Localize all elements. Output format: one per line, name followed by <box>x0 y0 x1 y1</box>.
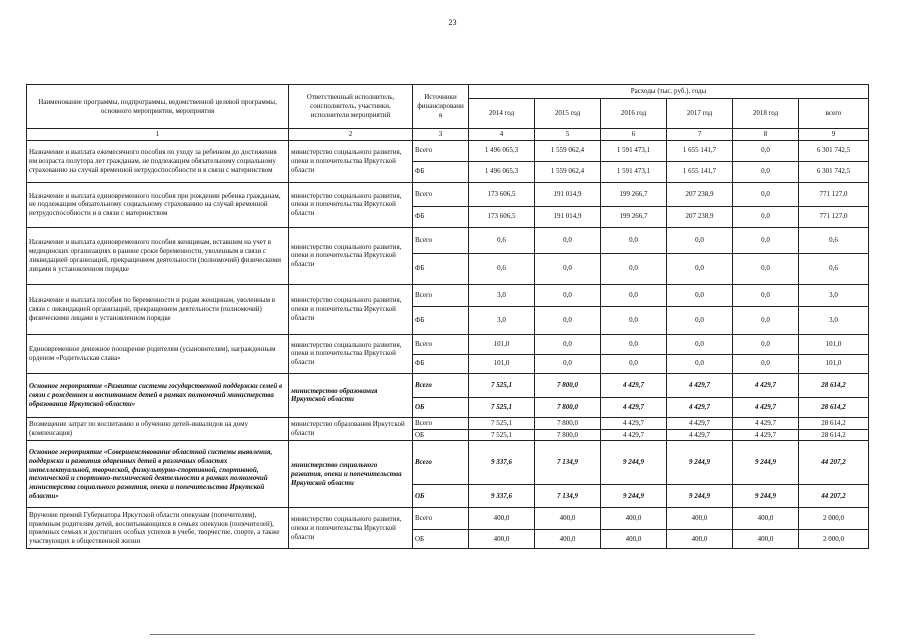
year-value: 0,0 <box>601 227 667 253</box>
activity-name: Основное мероприятие «Совершенствование областной системы выявления, поддержки и развития одаренных детей в различных областях интеллектуальной, творческой, физкультурно-спортивной, спортивной, технической и спортивно-технической деятельности в рамках полномочий министерства социального развития, опеки и попечительства Иркутской области» <box>27 441 289 508</box>
funding-source: Всего <box>413 373 469 397</box>
column-number: 2 <box>289 129 413 141</box>
column-number: 5 <box>535 129 601 141</box>
year-value: 173 606,5 <box>469 182 535 206</box>
year-value: 1 496 065,3 <box>469 140 535 161</box>
year-value: 9 244,9 <box>601 441 667 485</box>
activity-name: Основное мероприятие «Развитие системы государственной поддержки семей в связи с рождением и воспитанием детей в рамках полномочий министерства образования Иркутской области» <box>27 373 289 417</box>
year-value: 0,0 <box>535 354 601 373</box>
year-value: 3,0 <box>469 306 535 334</box>
year-value: 4 429,7 <box>733 397 799 417</box>
responsible-executor: министерство социального развития, опеки и попечительства Иркутской области <box>289 508 413 549</box>
column-number: 9 <box>799 129 869 141</box>
year-value: 9 337,6 <box>469 441 535 485</box>
funding-source: ОБ <box>413 397 469 417</box>
column-number: 1 <box>27 129 289 141</box>
year-value: 0,0 <box>535 227 601 253</box>
year-value: 7 800,0 <box>535 397 601 417</box>
table-row <box>27 227 869 253</box>
year-value: 400,0 <box>469 530 535 549</box>
year-value: 191 014,9 <box>535 206 601 227</box>
year-value: 4 429,7 <box>733 417 799 429</box>
year-value: 191 014,9 <box>535 182 601 206</box>
year-value: 0,0 <box>601 354 667 373</box>
funding-source: Всего <box>413 140 469 161</box>
table-row <box>27 140 869 161</box>
year-value: 7 525,1 <box>469 417 535 429</box>
funding-source: ФБ <box>413 206 469 227</box>
year-value: 0,0 <box>733 227 799 253</box>
year-value: 101,0 <box>469 354 535 373</box>
year-value: 4 429,7 <box>667 429 733 441</box>
year-value: 0,0 <box>667 227 733 253</box>
activity-name: Возмещение затрат по воспитанию и обучению детей-инвалидов на дому (компенсация) <box>27 417 289 441</box>
column-number: 4 <box>469 129 535 141</box>
funding-source: ФБ <box>413 354 469 373</box>
total-value: 2 000,0 <box>799 530 869 549</box>
funding-source: Всего <box>413 182 469 206</box>
year-value: 0,0 <box>535 284 601 306</box>
year-value: 0,0 <box>733 161 799 182</box>
year-value: 0,0 <box>601 284 667 306</box>
responsible-executor: министерство социального развития, опеки и попечительства Иркутской области <box>289 182 413 227</box>
year-value: 207 238,9 <box>667 206 733 227</box>
responsible-executor: министерство социального развития, опеки и попечительства Иркутской области <box>289 284 413 334</box>
year-value: 7 525,1 <box>469 397 535 417</box>
responsible-executor: министерство социального развития, опеки и попечительства Иркутской области <box>289 441 413 508</box>
year-value: 3,0 <box>469 284 535 306</box>
year-value: 0,0 <box>733 334 799 354</box>
funding-source: ОБ <box>413 530 469 549</box>
column-number: 8 <box>733 129 799 141</box>
year-value: 400,0 <box>601 508 667 530</box>
total-value: 3,0 <box>799 306 869 334</box>
funding-source: Всего <box>413 284 469 306</box>
year-value: 400,0 <box>733 508 799 530</box>
total-value: 6 301 742,5 <box>799 140 869 161</box>
year-value: 4 429,7 <box>667 373 733 397</box>
year-value: 0,0 <box>733 354 799 373</box>
total-value: 2 000,0 <box>799 508 869 530</box>
year-value: 400,0 <box>733 530 799 549</box>
activity-name: Назначение и выплата единовременного пособия женщинам, вставшим на учет в медицинских организациях в ранние сроки беременности, уволенным в связи с ликвидацией организаций, прекращением деятельности (полномочий) физическими лицами в установленном порядке <box>27 227 289 284</box>
activity-name: Единовременное денежное поощрение родителям (усыновителям), награжденным орденом «Родительская слава» <box>27 334 289 373</box>
year-value: 400,0 <box>667 530 733 549</box>
total-value: 28 614,2 <box>799 417 869 429</box>
year-value: 0,0 <box>601 334 667 354</box>
year-value: 9 244,9 <box>601 485 667 508</box>
funding-source: ФБ <box>413 306 469 334</box>
total-value: 28 614,2 <box>799 397 869 417</box>
table-row <box>27 182 869 206</box>
total-value: 771 127,0 <box>799 206 869 227</box>
column-number: 6 <box>601 129 667 141</box>
total-value: 28 614,2 <box>799 373 869 397</box>
year-value: 0,0 <box>601 253 667 284</box>
responsible-executor: министерство образования Иркутской области <box>289 417 413 441</box>
year-value: 4 429,7 <box>601 373 667 397</box>
total-value: 44 207,2 <box>799 441 869 485</box>
year-value: 173 606,5 <box>469 206 535 227</box>
activity-name: Назначение и выплата пособия по беременности и родам женщинам, уволенным в связи с ликвидацией организаций, прекращением деятельности (полномочий) физическими лицами в установленном порядке <box>27 284 289 334</box>
year-value: 9 244,9 <box>667 485 733 508</box>
table-row <box>27 373 869 397</box>
year-value: 7 525,1 <box>469 373 535 397</box>
responsible-executor: министерство социального развития, опеки и попечительства Иркутской области <box>289 334 413 373</box>
header-responsible: Ответственный исполнитель, соисполнитель, участники, исполнители мероприятий <box>289 85 413 129</box>
header-year: 2017 год <box>667 99 733 129</box>
year-value: 0,0 <box>733 182 799 206</box>
year-value: 9 244,9 <box>733 485 799 508</box>
page-number: 23 <box>448 18 457 27</box>
column-number: 3 <box>413 129 469 141</box>
year-value: 0,0 <box>667 253 733 284</box>
year-value: 199 266,7 <box>601 182 667 206</box>
year-value: 9 244,9 <box>667 441 733 485</box>
year-value: 0,6 <box>469 227 535 253</box>
year-value: 0,0 <box>733 206 799 227</box>
funding-source: Всего <box>413 508 469 530</box>
activity-name: Назначение и выплата ежемесячного пособия по уходу за ребенком до достижения им возраста полутора лет гражданам, не подлежащим обязательному социальному страхованию на случай временной нетрудоспособности и в связи с материнством <box>27 140 289 182</box>
year-value: 1 655 141,7 <box>667 161 733 182</box>
header-year: 2015 год <box>535 99 601 129</box>
year-value: 400,0 <box>667 508 733 530</box>
year-value: 9 244,9 <box>733 441 799 485</box>
year-value: 0,0 <box>601 306 667 334</box>
total-value: 0,6 <box>799 253 869 284</box>
year-value: 1 559 062,4 <box>535 161 601 182</box>
year-value: 7 800,0 <box>535 417 601 429</box>
year-value: 7 800,0 <box>535 429 601 441</box>
header-name: Наименование программы, подпрограммы, ведомственной целевой программы, основного мероприятия, мероприятия <box>27 85 289 129</box>
total-value: 3,0 <box>799 284 869 306</box>
table-row <box>27 417 869 429</box>
year-value: 400,0 <box>535 530 601 549</box>
year-value: 400,0 <box>601 530 667 549</box>
year-value: 199 266,7 <box>601 206 667 227</box>
total-value: 101,0 <box>799 334 869 354</box>
year-value: 0,0 <box>535 253 601 284</box>
header-year: 2018 год <box>733 99 799 129</box>
year-value: 7 134,9 <box>535 485 601 508</box>
header-total: всего <box>799 99 869 129</box>
year-value: 207 238,9 <box>667 182 733 206</box>
total-value: 0,6 <box>799 227 869 253</box>
year-value: 4 429,7 <box>601 429 667 441</box>
total-value: 28 614,2 <box>799 429 869 441</box>
year-value: 4 429,7 <box>601 397 667 417</box>
year-value: 0,0 <box>667 354 733 373</box>
year-value: 9 337,6 <box>469 485 535 508</box>
year-value: 4 429,7 <box>667 417 733 429</box>
funding-source: ОБ <box>413 485 469 508</box>
total-value: 6 301 742,5 <box>799 161 869 182</box>
year-value: 1 496 065,3 <box>469 161 535 182</box>
year-value: 0,0 <box>733 306 799 334</box>
year-value: 4 429,7 <box>667 397 733 417</box>
header-expenses: Расходы (тыс. руб.), годы <box>469 85 869 99</box>
activity-name: Назначение и выплата единовременного пособия при рождении ребенка гражданам, не подлежащим обязательному социальному страхованию на случай временной нетрудоспособности и в связи с материнством <box>27 182 289 227</box>
year-value: 0,0 <box>535 306 601 334</box>
responsible-executor: министерство социального развития, опеки и попечительства Иркутской области <box>289 140 413 182</box>
funding-source: Всего <box>413 417 469 429</box>
year-value: 0,0 <box>733 284 799 306</box>
responsible-executor: министерство образования Иркутской области <box>289 373 413 417</box>
total-value: 771 127,0 <box>799 182 869 206</box>
funding-source: Всего <box>413 227 469 253</box>
year-value: 7 800,0 <box>535 373 601 397</box>
year-value: 7 134,9 <box>535 441 601 485</box>
table-row <box>27 334 869 354</box>
year-value: 4 429,7 <box>733 373 799 397</box>
year-value: 400,0 <box>469 508 535 530</box>
year-value: 0,6 <box>469 253 535 284</box>
total-value: 44 207,2 <box>799 485 869 508</box>
table-body <box>27 140 869 549</box>
year-value: 101,0 <box>469 334 535 354</box>
year-value: 0,0 <box>535 334 601 354</box>
year-value: 1 655 141,7 <box>667 140 733 161</box>
funding-source: ФБ <box>413 253 469 284</box>
year-value: 4 429,7 <box>601 417 667 429</box>
table-row <box>27 508 869 530</box>
funding-source: ОБ <box>413 429 469 441</box>
year-value: 0,0 <box>667 334 733 354</box>
year-value: 0,0 <box>667 306 733 334</box>
page-bottom-line <box>150 634 755 635</box>
funding-source: Всего <box>413 441 469 485</box>
header-source: Источники финансировани я <box>413 85 469 129</box>
header-year: 2014 год <box>469 99 535 129</box>
year-value: 4 429,7 <box>733 429 799 441</box>
expenses-table <box>26 84 869 549</box>
year-value: 1 559 062,4 <box>535 140 601 161</box>
year-value: 1 591 473,1 <box>601 140 667 161</box>
funding-source: ФБ <box>413 161 469 182</box>
table-row <box>27 441 869 485</box>
year-value: 7 525,1 <box>469 429 535 441</box>
activity-name: Вручение премий Губернатора Иркутской области опекунам (попечителям), приемным родителям детей, воспитывающихся в семьях опекунов (попечителей), приемных семьях и достигших особых успехов в учебе, творчестве, спорте, а также участвующих в общественной жизни <box>27 508 289 549</box>
year-value: 0,0 <box>733 253 799 284</box>
year-value: 400,0 <box>535 508 601 530</box>
responsible-executor: министерство социального развития, опеки и попечительства Иркутской области <box>289 227 413 284</box>
funding-source: Всего <box>413 334 469 354</box>
header-year: 2016 год <box>601 99 667 129</box>
year-value: 0,0 <box>733 140 799 161</box>
year-value: 0,0 <box>667 284 733 306</box>
column-number: 7 <box>667 129 733 141</box>
table-row <box>27 284 869 306</box>
year-value: 1 591 473,1 <box>601 161 667 182</box>
total-value: 101,0 <box>799 354 869 373</box>
